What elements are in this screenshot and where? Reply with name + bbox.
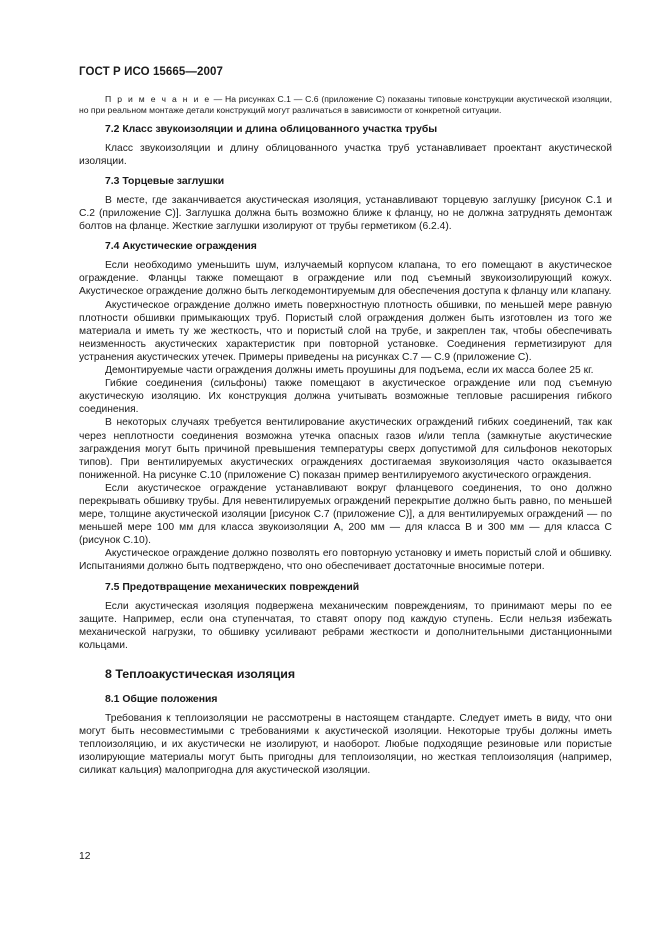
note-text: — На рисунках С.1 — С.6 (приложение С) показаны типовые конструкции акустической изоляции, но при реальном монтаже детали конструкций могут различаться в зависимости от конкретной ситуации.	[79, 94, 612, 116]
page-number: 12	[79, 851, 91, 862]
note-label: П р и м е ч а н и е	[105, 94, 211, 104]
section-heading: 7.3 Торцевые заглушки	[105, 176, 225, 187]
section-heading: 8.1 Общие положения	[105, 693, 218, 705]
page-body	[79, 94, 612, 777]
chapter-8	[79, 667, 612, 777]
paragraph: Акустическое ограждение должно иметь поверхностную плотность обшивки, по меньшей мере равную плотности обшивки примыкающих труб. Пористый слой ограждения должен быть изготовлен из того же материала и иметь ту же жесткость, что и пористый слой на трубе, и закреплен так, чтобы обеспечивать неизменность акустических характеристик при повторной установке. Соединения герметизируют для устранения акустических утечек. Примеры приведены на рисунках С.7 — С.9 (приложение С).	[79, 299, 612, 363]
chapter-heading: 8 Теплоакустическая изоляция	[105, 666, 296, 681]
section-7-5	[79, 581, 612, 652]
paragraph: Требования к теплоизоляции не рассмотрены в настоящем стандарте. Следует иметь в виду, что они могут быть несовместимыми с требованиями к акустической изоляции. Некоторые трубы должны иметь теплоизоляцию, и их акустически не изолируют, и наоборот. Любые подходящие резиновые или пористые изолирующие материалы могут быть пригодны для теплоизоляции, но жесткая теплоизоляция (например, силикат кальция) малопригодна для акустической изоляции.	[79, 712, 612, 777]
paragraph: Гибкие соединения (сильфоны) также помещают в акустическое ограждение или под съемную акустическую изоляцию. Их конструкция должна учитывать возможные тепловые расширения гибкого соединения.	[79, 378, 612, 416]
paragraph: Если акустическое ограждение устанавливают вокруг фланцевого соединения, то оно должно перекрывать обшивку трубы. Для невентилируемых ограждений перекрытие должно быть равно, по меньшей мере, толщине акустической изоляции [рисунок С.7 (приложение С)], а для вентилируемых ограждений — по меньшей мере 100 мм для класса звукоизоляции А, 200 мм — для класса В и 300 мм — для класса С (рисунок С.10).	[79, 482, 612, 547]
note-paragraph	[79, 94, 612, 117]
paragraph: В месте, где заканчивается акустическая изоляция, устанавливают торцевую заглушку [рисунок С.1 и С.2 (приложение С)]. Заглушка должна быть возможно ближе к фланцу, но не должна затруднять демонтаж болтов на фланце. Жесткие заглушки изолируют от трубы герметиком (6.2.4).	[79, 195, 612, 233]
section-heading: 7.5 Предотвращение механических повреждений	[105, 581, 360, 593]
paragraph: Акустическое ограждение должно позволять его повторную установку и иметь пористый слой и обшивку. Испытаниями должно быть подтверждено, что оно обеспечивает достаточные вносимые потери.	[79, 548, 612, 573]
section-7-3	[79, 175, 612, 233]
paragraph: Если необходимо уменьшить шум, излучаемый корпусом клапана, то его помещают в акустическое ограждение. Фланцы также помещают в ограждение или под съемный звукоизолирующий кожух. Акустическое ограждение должно быть легкодемонтируемым для обеспечения доступа к фланцу или клапану.	[79, 260, 612, 298]
paragraph: Демонтируемые части ограждения должны иметь проушины для подъема, если их масса более 25 кг.	[105, 365, 594, 377]
section-heading: 7.4 Акустические ограждения	[105, 241, 257, 253]
section-heading: 7.2 Класс звукоизоляции и длина облицованного участка трубы	[105, 123, 438, 135]
paragraph: Класс звукоизоляции и длину облицованного участка труб устанавливает проектант акустической изоляции.	[79, 142, 612, 167]
paragraph: В некоторых случаях требуется вентилирование акустических ограждений гибких соединений, так как через неплотности соединения возможна утечка опасных газов и/или тепла (замкнутые акустические заграждения могут быть причиной превышения температуры сверх допустимой для сильфонов некоторых типов). При вентилируемых акустических ограждениях достигаемая звукоизоляция часто оказывается пониженной. На рисунке С.10 (приложение С) показан пример вентилируемого акустического ограждения.	[79, 417, 612, 481]
section-7-4	[79, 240, 612, 573]
paragraph: Если акустическая изоляция подвержена механическим повреждениям, то принимают меры по ее защите. Например, если она ступенчатая, то ставят опору под каждую ступень. Если нельзя избежать механической нагрузки, то обшивку усиливают ребрами жесткости и дополнительными дистанционными кольцами.	[79, 600, 612, 651]
document-code: ГОСТ Р ИСО 15665—2007	[79, 66, 224, 78]
section-7-2	[79, 123, 612, 168]
